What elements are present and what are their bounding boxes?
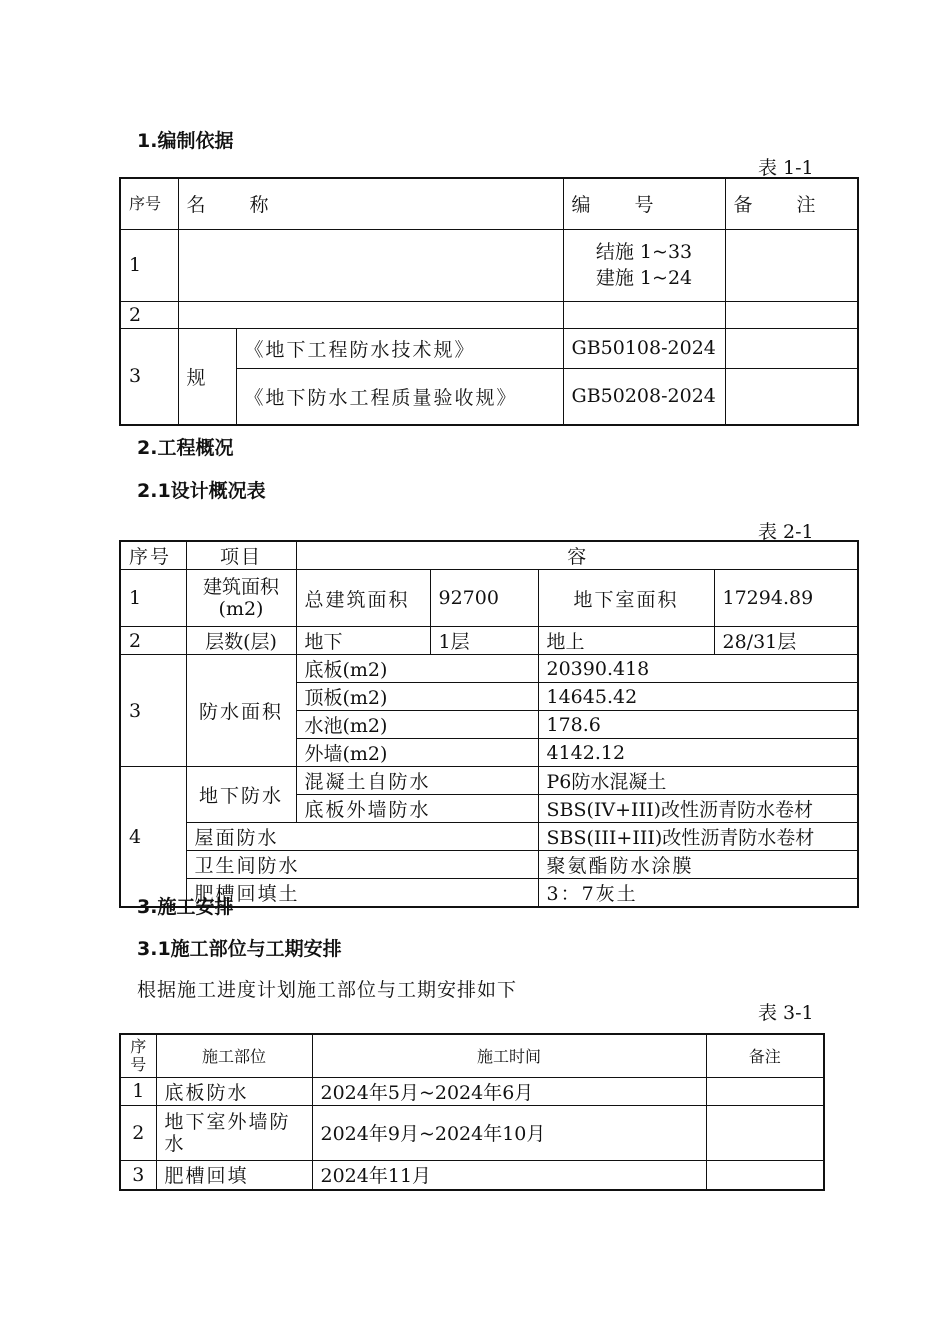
header-no: 序号 xyxy=(120,178,178,229)
cell-key: 地上 xyxy=(538,627,714,655)
row-note xyxy=(706,1077,824,1105)
row-no: 4 xyxy=(120,767,186,908)
cell-value: 17294.89 xyxy=(714,570,858,627)
cell-key: 肥槽回填土 xyxy=(186,879,538,908)
schedule-table xyxy=(119,1033,825,1191)
cell-key: 顶板(m2) xyxy=(296,683,538,711)
row-time: 2024年11月 xyxy=(312,1160,706,1190)
cell-key: 外墙(m2) xyxy=(296,739,538,767)
header-no: 序号 xyxy=(120,1034,156,1077)
cell-value: SBS(IV+III)改性沥青防水卷材 xyxy=(538,795,858,823)
standard-code: GB50108-2024 xyxy=(563,328,725,368)
row-no: 2 xyxy=(120,301,178,328)
row-code xyxy=(563,301,725,328)
standard-name: 《地下工程防水技术规》 xyxy=(236,328,563,368)
row-note xyxy=(706,1160,824,1190)
row-note xyxy=(706,1105,824,1160)
table-caption-1: 表 1-1 xyxy=(758,157,814,179)
cell-key: 地下室面积 xyxy=(538,570,714,627)
standard-code: GB50208-2024 xyxy=(563,368,725,425)
cell-value: 28/31层 xyxy=(714,627,858,655)
row-code xyxy=(563,229,725,301)
row-time: 2024年9月~2024年10月 xyxy=(312,1105,706,1160)
schedule-intro: 根据施工进度计划施工部位与工期安排如下 xyxy=(137,979,518,1001)
reference-table xyxy=(119,177,859,426)
row-note xyxy=(725,301,858,328)
header-time: 施工时间 xyxy=(312,1034,706,1077)
header-item: 项目 xyxy=(186,541,296,570)
design-overview-table xyxy=(119,540,859,908)
row-no: 2 xyxy=(120,1105,156,1160)
cell-value: 4142.12 xyxy=(538,739,858,767)
cell-value: 92700 xyxy=(430,570,538,627)
cell-value: 20390.418 xyxy=(538,655,858,683)
row-part: 底板防水 xyxy=(156,1077,312,1105)
cell-value: SBS(III+III)改性沥青防水卷材 xyxy=(538,823,858,851)
cell-value: 178.6 xyxy=(538,711,858,739)
row-no: 3 xyxy=(120,328,178,425)
section-heading-2-1: 2.1设计概况表 xyxy=(137,480,266,502)
header-note: 备注 xyxy=(706,1034,824,1077)
row-no: 1 xyxy=(120,1077,156,1105)
cell-value: 14645.42 xyxy=(538,683,858,711)
cell-key: 混凝土自防水 xyxy=(296,767,538,795)
code-structure: 结施 1~33 xyxy=(595,241,693,263)
section-heading-2: 2.工程概况 xyxy=(137,437,234,459)
cell-key: 水池(m2) xyxy=(296,711,538,739)
cell-key: 总建筑面积 xyxy=(296,570,430,627)
cell-value: 1层 xyxy=(430,627,538,655)
cell-key: 底板(m2) xyxy=(296,655,538,683)
row-part: 肥槽回填 xyxy=(156,1160,312,1190)
cell-key: 地下 xyxy=(296,627,430,655)
header-note: 备 注 xyxy=(725,178,858,229)
section-heading-3: 3.施工安排 xyxy=(137,896,234,918)
row-time: 2024年5月~2024年6月 xyxy=(312,1077,706,1105)
row-no: 3 xyxy=(120,1160,156,1190)
cell-value: 聚氨酯防水涂膜 xyxy=(538,851,858,879)
section-heading-3-1: 3.1施工部位与工期安排 xyxy=(137,938,342,960)
row-item: 地下防水 xyxy=(186,767,296,823)
row-note xyxy=(725,328,858,368)
header-content: 容 xyxy=(296,541,858,570)
code-architecture: 建施 1~24 xyxy=(595,267,693,289)
table-caption-2: 表 2-1 xyxy=(758,521,814,543)
row-no: 3 xyxy=(120,655,186,767)
cell-key: 底板外墙防水 xyxy=(296,795,538,823)
header-part: 施工部位 xyxy=(156,1034,312,1077)
row-item: 层数(层) xyxy=(186,627,296,655)
row-no: 1 xyxy=(120,570,186,627)
row-no: 1 xyxy=(120,229,178,301)
cell-key: 卫生间防水 xyxy=(186,851,538,879)
cell-value: P6防水混凝土 xyxy=(538,767,858,795)
header-name: 名 称 xyxy=(178,178,563,229)
row-name xyxy=(178,229,563,301)
cell-value: 3：7灰土 xyxy=(538,879,858,908)
section-heading-1: 1.编制依据 xyxy=(137,130,234,152)
row-name xyxy=(178,301,563,328)
table-caption-3: 表 3-1 xyxy=(758,1002,814,1024)
standard-name: 《地下防水工程质量验收规》 xyxy=(236,368,563,425)
row-item: 建筑面积(m2) xyxy=(186,570,296,627)
row-item: 防水面积 xyxy=(186,655,296,767)
row-note xyxy=(725,368,858,425)
header-no: 序号 xyxy=(120,541,186,570)
row-part: 地下室外墙防水 xyxy=(156,1105,312,1160)
row-note xyxy=(725,229,858,301)
header-code: 编 号 xyxy=(563,178,725,229)
cell-key: 屋面防水 xyxy=(186,823,538,851)
row-no: 2 xyxy=(120,627,186,655)
row-category: 规 xyxy=(178,328,236,425)
